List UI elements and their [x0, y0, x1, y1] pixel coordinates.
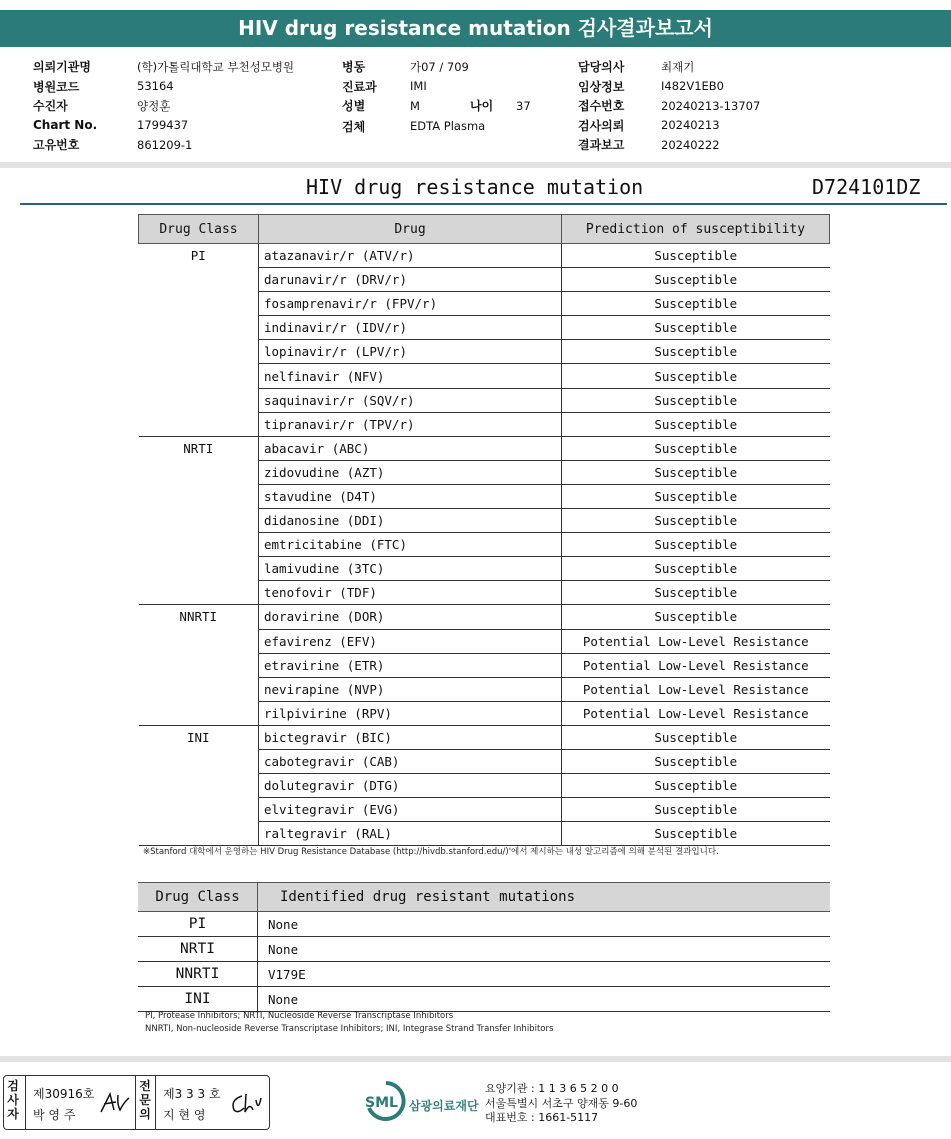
prediction-cell: Potential Low-Level Resistance — [562, 653, 830, 677]
info-row — [33, 116, 294, 136]
org-address — [485, 1082, 637, 1126]
drug-cell: tipranavir/r (TPV/r) — [259, 412, 562, 436]
prediction-cell: Susceptible — [562, 460, 830, 484]
signature-box — [3, 1075, 270, 1130]
drug-class-cell: PI — [139, 244, 259, 437]
info-row — [342, 117, 531, 137]
prediction-cell: Susceptible — [562, 822, 830, 846]
info-row — [342, 57, 531, 77]
prediction-cell: Susceptible — [562, 436, 830, 460]
table-row — [138, 962, 830, 987]
drug-cell: tenofovir (TDF) — [259, 581, 562, 605]
svg-text:SML: SML — [365, 1095, 398, 1111]
report-code: D724101DZ — [812, 175, 921, 199]
info-value: 20240222 — [661, 137, 720, 152]
header-drug: Drug — [259, 215, 562, 244]
drug-cell: fosamprenavir/r (FPV/r) — [259, 292, 562, 316]
mutation-cell: None — [258, 937, 831, 962]
report-title: HIV drug resistance mutation — [306, 175, 644, 199]
info-row — [342, 77, 531, 97]
table-row — [138, 937, 830, 962]
examiner-label: 검 사 자 — [7, 1079, 19, 1121]
divider — [0, 162, 951, 168]
info-value: 861209-1 — [137, 137, 193, 152]
info-label: 결과보고 — [578, 138, 625, 153]
info-label: 병원코드 — [33, 79, 80, 94]
abbreviation-line: PI, Protease Inhibitors; NRTI, Nucleoside Reverse Transcriptase Inhibitors — [145, 1011, 454, 1021]
info-value: (학)가톨릭대학교 부천성모병원 — [137, 59, 295, 74]
info-row — [33, 57, 294, 77]
drug-cell: darunavir/r (DRV/r) — [259, 268, 562, 292]
info-label: 검체 — [342, 119, 366, 134]
info-row — [342, 96, 531, 116]
abbreviation-line: NNRTI, Non-nucleoside Reverse Transcriptase Inhibitors; INI, Integrase Strand Transfer Inhibitors — [145, 1024, 554, 1034]
info-value: EDTA Plasma — [410, 119, 486, 134]
table-row — [139, 725, 830, 749]
drug-class-cell: PI — [138, 912, 258, 937]
info-row — [578, 116, 760, 136]
drug-class-cell: NRTI — [139, 436, 259, 605]
table-header-row — [139, 215, 830, 244]
header-drug-class: Drug Class — [139, 215, 259, 244]
abbreviations — [145, 1010, 553, 1036]
info-label: 수진자 — [33, 99, 68, 114]
drug-cell: raltegravir (RAL) — [259, 822, 562, 846]
info-value: 양정훈 — [137, 98, 171, 113]
info-row — [33, 96, 294, 116]
drug-cell: lamivudine (3TC) — [259, 557, 562, 581]
prediction-cell: Susceptible — [562, 316, 830, 340]
table-row — [138, 912, 830, 937]
org-name: 삼광의료재단 — [409, 1099, 479, 1113]
examiner-name: 박 영 주 — [33, 1108, 76, 1122]
info-row — [578, 96, 760, 116]
drug-class-cell: INI — [138, 987, 258, 1012]
drug-cell: doravirine (DOR) — [259, 605, 562, 629]
info-value: I482V1EB0 — [661, 79, 724, 94]
info-value: 20240213 — [661, 118, 720, 133]
info-value: 가07 / 709 — [410, 59, 469, 74]
divider — [135, 1076, 136, 1129]
info-label: 나이 — [470, 99, 494, 114]
prediction-cell: Potential Low-Level Resistance — [562, 629, 830, 653]
divider — [25, 1076, 26, 1129]
sml-logo-icon — [364, 1080, 408, 1126]
info-value: 37 — [516, 98, 531, 113]
prediction-cell: Susceptible — [562, 725, 830, 749]
mutation-cell: None — [258, 987, 831, 1012]
header-mutations: Identified drug resistant mutations — [258, 883, 831, 912]
specialist-license: 제3 3 3 호 — [163, 1087, 221, 1101]
drug-cell: efavirenz (EFV) — [259, 629, 562, 653]
prediction-cell: Potential Low-Level Resistance — [562, 701, 830, 725]
prediction-cell: Susceptible — [562, 340, 830, 364]
info-row — [33, 77, 294, 97]
prediction-cell: Potential Low-Level Resistance — [562, 677, 830, 701]
drug-cell: saquinavir/r (SQV/r) — [259, 388, 562, 412]
drug-cell: bictegravir (BIC) — [259, 725, 562, 749]
specialist-name: 지 현 영 — [163, 1108, 206, 1122]
info-label: 검사의뢰 — [578, 118, 625, 133]
prediction-cell: Susceptible — [562, 292, 830, 316]
drug-cell: etravirine (ETR) — [259, 653, 562, 677]
address-line: 요양기관 : 1 1 3 6 5 2 0 0 — [485, 1082, 619, 1095]
table-row — [139, 605, 830, 629]
prediction-cell: Susceptible — [562, 533, 830, 557]
info-label: 접수번호 — [578, 99, 625, 114]
prediction-cell: Susceptible — [562, 364, 830, 388]
header-prediction: Prediction of susceptibility — [562, 215, 830, 244]
info-label: 임상정보 — [578, 79, 625, 94]
drug-cell: cabotegravir (CAB) — [259, 749, 562, 773]
examiner-signature-icon — [98, 1090, 132, 1116]
prediction-cell: Susceptible — [562, 557, 830, 581]
header-drug-class: Drug Class — [138, 883, 258, 912]
specialist-label: 전 문 의 — [139, 1079, 151, 1121]
drug-cell: nelfinavir (NFV) — [259, 364, 562, 388]
info-value: M — [410, 98, 420, 113]
divider — [0, 1056, 951, 1062]
table-row — [139, 244, 830, 268]
drug-class-cell: NNRTI — [139, 605, 259, 725]
drug-class-cell: NNRTI — [138, 962, 258, 987]
info-value: IMI — [410, 79, 427, 94]
info-label: 고유번호 — [33, 138, 80, 153]
prediction-cell: Susceptible — [562, 412, 830, 436]
info-value: 최재기 — [661, 59, 695, 74]
drug-class-cell: NRTI — [138, 937, 258, 962]
susceptibility-table — [138, 214, 830, 846]
info-row — [33, 135, 294, 155]
info-row — [578, 77, 760, 97]
prediction-cell: Susceptible — [562, 774, 830, 798]
info-label: 병동 — [342, 60, 366, 75]
info-label: Chart No. — [33, 118, 98, 133]
drug-cell: didanosine (DDI) — [259, 509, 562, 533]
mutations-table — [138, 882, 830, 1012]
address-line: 서울특별시 서초구 양재동 9-60 — [485, 1096, 638, 1110]
prediction-cell: Susceptible — [562, 581, 830, 605]
info-value: 1799437 — [137, 118, 189, 133]
drug-cell: atazanavir/r (ATV/r) — [259, 244, 562, 268]
prediction-cell: Susceptible — [562, 798, 830, 822]
drug-cell: abacavir (ABC) — [259, 436, 562, 460]
divider — [155, 1076, 156, 1129]
info-label: 진료과 — [342, 79, 377, 94]
mutation-cell: V179E — [258, 962, 831, 987]
title-underline — [20, 203, 947, 205]
drug-cell: dolutegravir (DTG) — [259, 774, 562, 798]
drug-cell: stavudine (D4T) — [259, 484, 562, 508]
examiner-license: 제30916호 — [33, 1087, 95, 1101]
info-row — [578, 57, 760, 77]
drug-cell: emtricitabine (FTC) — [259, 533, 562, 557]
drug-cell: nevirapine (NVP) — [259, 677, 562, 701]
drug-cell: lopinavir/r (LPV/r) — [259, 340, 562, 364]
prediction-cell: Susceptible — [562, 268, 830, 292]
drug-class-cell: INI — [139, 725, 259, 845]
patient-info-col3 — [578, 57, 760, 155]
patient-info-col1 — [33, 57, 294, 155]
prediction-cell: Susceptible — [562, 484, 830, 508]
prediction-cell: Susceptible — [562, 244, 830, 268]
info-row — [578, 135, 760, 155]
address-line: 대표번호 : 1661-5117 — [485, 1111, 599, 1124]
info-label: 성별 — [342, 99, 366, 114]
prediction-cell: Susceptible — [562, 605, 830, 629]
drug-cell: rilpivirine (RPV) — [259, 701, 562, 725]
info-value: 20240213-13707 — [661, 98, 761, 113]
drug-cell: indinavir/r (IDV/r) — [259, 316, 562, 340]
footnote: ※Stanford 대학에서 운영하는 HIV Drug Resistance Database (http://hivdb.stanford.edu/)'에서 제시하는 내성 알고리즘에 의해 분석된 결과입니다. — [143, 847, 719, 857]
prediction-cell: Susceptible — [562, 509, 830, 533]
info-label: 담당의사 — [578, 60, 625, 75]
prediction-cell: Susceptible — [562, 388, 830, 412]
table-header-row — [138, 883, 830, 912]
table-row — [139, 436, 830, 460]
report-banner: HIV drug resistance mutation 검사결과보고서 — [0, 10, 951, 47]
specialist-signature-icon — [228, 1090, 262, 1116]
drug-cell: zidovudine (AZT) — [259, 460, 562, 484]
table-row — [138, 987, 830, 1012]
info-value: 53164 — [137, 79, 174, 94]
drug-cell: elvitegravir (EVG) — [259, 798, 562, 822]
prediction-cell: Susceptible — [562, 749, 830, 773]
patient-info-col2 — [342, 57, 531, 136]
mutation-cell: None — [258, 912, 831, 937]
info-label: 의뢰기관명 — [33, 60, 91, 75]
